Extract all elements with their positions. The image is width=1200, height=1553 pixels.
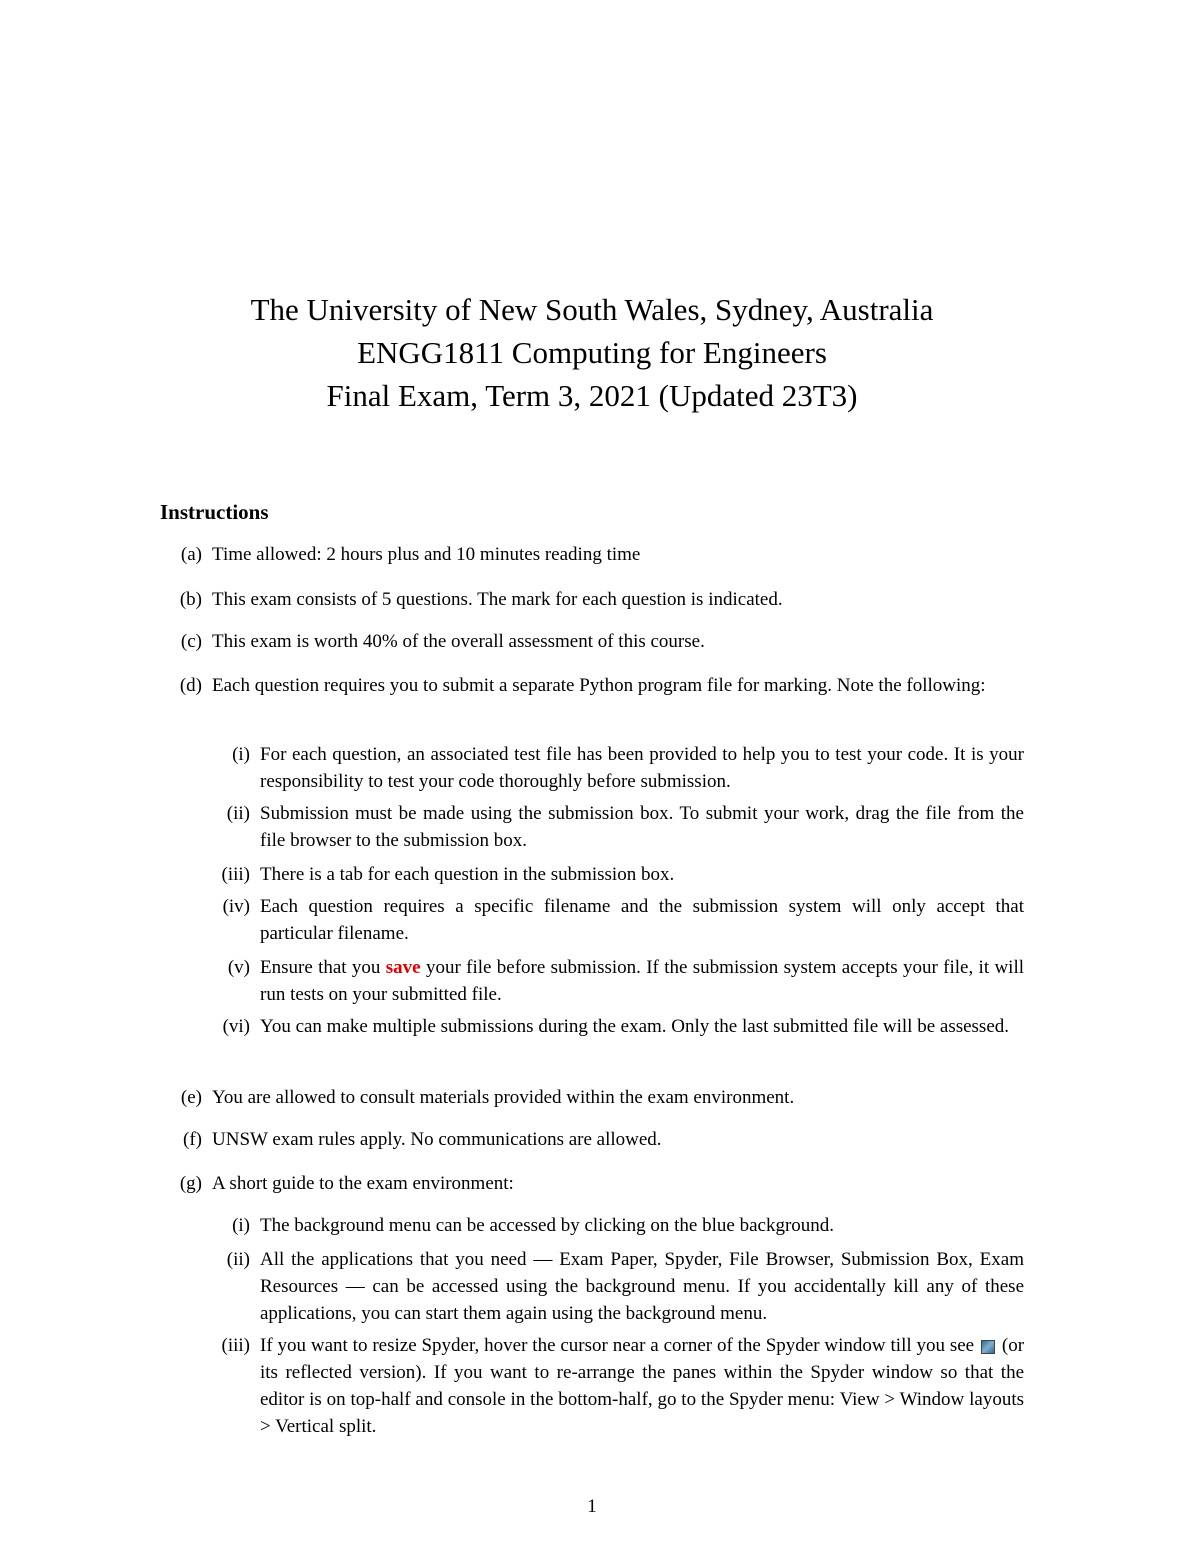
sub-item-text: All the applications that you need — Exam Paper, Spyder, File Browser, Submission Box, Exam Resources — can be accessed using the background menu. If you accidentally kill any of these applications, you can start them again using the background menu.	[260, 1249, 1024, 1324]
item-label: (a)	[180, 544, 202, 565]
item-text: Time allowed: 2 hours plus and 10 minutes reading time	[212, 544, 641, 565]
sub-item-text: For each question, an associated test file has been provided to help you to test your code. It is your responsibility to test your code thoroughly before submission.	[260, 744, 1024, 792]
sub-item-label: (i)	[232, 744, 250, 765]
title-exam: Final Exam, Term 3, 2021 (Updated 23T3)	[326, 378, 858, 413]
sub-item-text: You can make multiple submissions during the exam. Only the last submitted file will be assessed.	[260, 1016, 1010, 1037]
sub-item-label: (ii)	[226, 1249, 250, 1270]
sub-item-text	[260, 1332, 1024, 1440]
sub-item-label: (iv)	[222, 896, 250, 917]
sub-item-label: (iii)	[221, 864, 250, 885]
sub-item-label: (v)	[227, 957, 250, 978]
sub-item-text-after: (or its reflected version). If you want to re-arrange the panes within the Spyder window so that the editor is on top-half and console in the bottom-half, go to the Spyder menu: View > Window layouts > Vertical split.	[260, 1335, 1025, 1437]
sub-item-label: (ii)	[226, 803, 250, 824]
sub-item-text-before: If you want to resize Spyder, hover the cursor near a corner of the Spyder window till you see	[260, 1335, 975, 1356]
page-number: 1	[587, 1496, 597, 1517]
sub-item-label: (iii)	[221, 1335, 250, 1356]
item-text: Each question requires you to submit a separate Python program file for marking. Note the following:	[212, 675, 986, 696]
sub-item-text: The background menu can be accessed by clicking on the blue background.	[260, 1215, 835, 1236]
item-text: UNSW exam rules apply. No communications are allowed.	[212, 1129, 662, 1150]
item-label: (c)	[180, 631, 202, 652]
resize-cursor-icon	[981, 1340, 995, 1354]
sub-item-text: There is a tab for each question in the submission box.	[260, 864, 675, 885]
sub-item-text	[260, 954, 1024, 1008]
sub-item-text: Submission must be made using the submission box. To submit your work, drag the file from the file browser to the submission box.	[260, 803, 1024, 851]
item-label: (b)	[179, 589, 202, 610]
sub-item-text: Each question requires a specific filename and the submission system will only accept that particular filename.	[260, 896, 1024, 944]
sub-item-label: (vi)	[222, 1016, 250, 1037]
item-text: This exam is worth 40% of the overall assessment of this course.	[212, 631, 705, 652]
item-label: (d)	[179, 675, 202, 696]
instructions-heading: Instructions	[160, 500, 269, 524]
item-text: You are allowed to consult materials provided within the exam environment.	[212, 1087, 795, 1108]
item-label: (g)	[179, 1173, 202, 1194]
item-label: (f)	[183, 1129, 202, 1150]
item-label: (e)	[180, 1087, 202, 1108]
title-university: The University of New South Wales, Sydney, Australia	[250, 292, 934, 327]
title-course: ENGG1811 Computing for Engineers	[357, 335, 827, 370]
item-text: This exam consists of 5 questions. The mark for each question is indicated.	[212, 589, 783, 610]
sub-item-text-after: your file before submission. If the submission system accepts your file, it will run tests on your submitted file.	[260, 957, 1025, 1005]
sub-item-label: (i)	[232, 1215, 250, 1236]
item-text: A short guide to the exam environment:	[212, 1173, 514, 1194]
sub-item-text-before: Ensure that you	[260, 957, 381, 978]
page-title	[0, 288, 1184, 417]
save-emphasis: save	[385, 957, 421, 978]
